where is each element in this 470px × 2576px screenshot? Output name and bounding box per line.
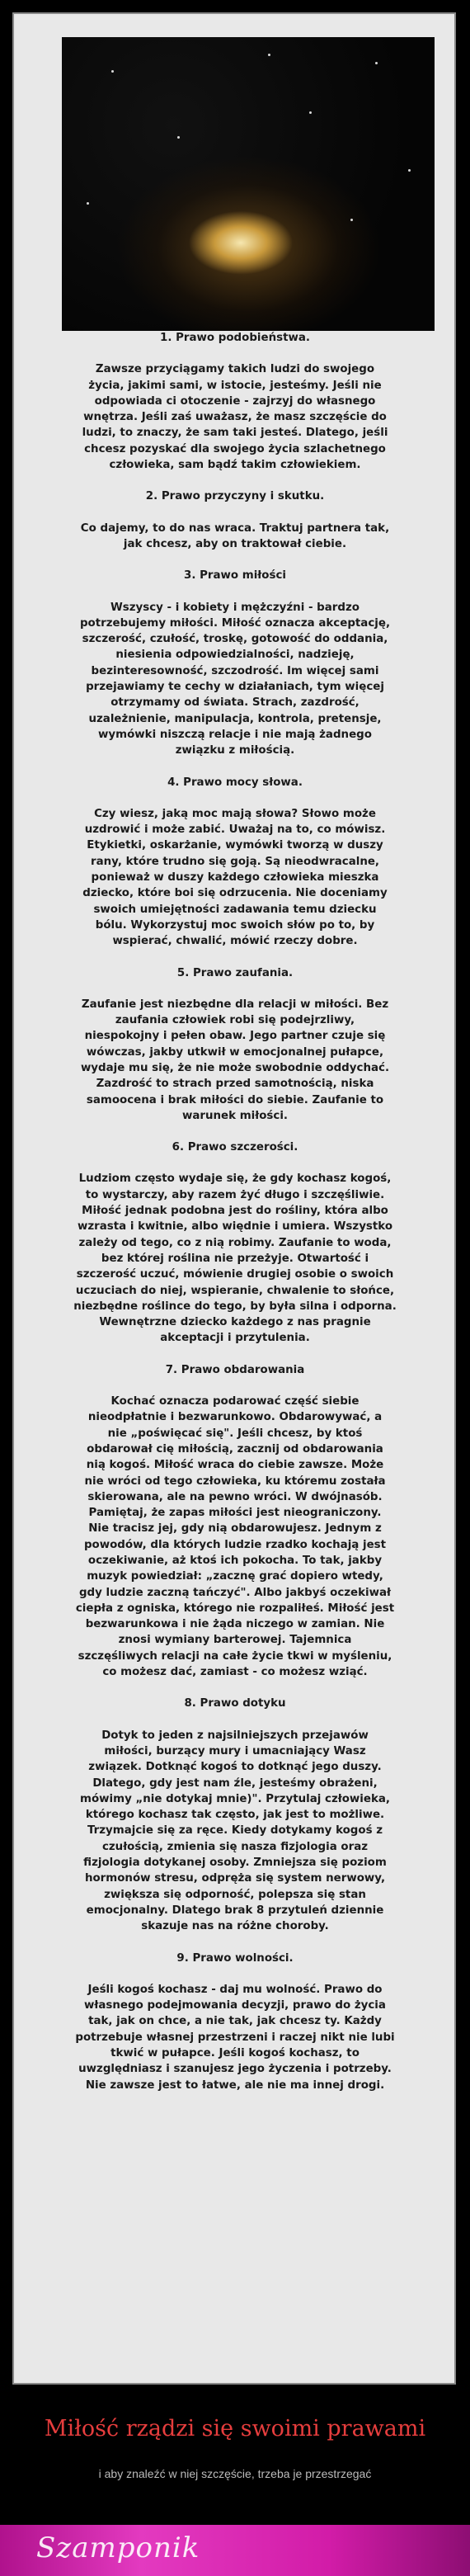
law-text-line: którego kochasz tak często, jak jest to możliwe. <box>85 1809 385 1822</box>
law-section <box>23 965 447 1140</box>
law-text-line: Nie tracisz jej, gdy nią obdarowujesz. Jednym z <box>88 1522 382 1536</box>
law-text-line: uczuciach do niej, wspieranie, chwalenie to słońce, <box>75 1284 395 1297</box>
law-text-line: uzależnienie, manipulacja, kontrola, pretensje, <box>88 712 382 725</box>
law-text-line: nieodpłatnie i bezwarunkowo. Obdarowywać, a <box>87 1411 383 1424</box>
law-text-line: obdarował cię miłością, zacznij od obdarowania <box>87 1442 383 1455</box>
law-text-line: oczekiwanie, aż ktoś ich pokocha. To tak, jakby <box>87 1555 383 1567</box>
law-text-line: Kochać oznacza podarować część siebie <box>110 1395 360 1408</box>
law-text-line: akceptacji i przytulenia. <box>160 1332 310 1345</box>
law-text-line: bez której roślina nie przeżyje. Otwartość i <box>101 1252 369 1265</box>
law-title: 9. Prawo wolności. <box>176 1951 294 1965</box>
law-text-line: Wewnętrzne dziecko każdego z nas pragnie <box>99 1316 371 1329</box>
site-logo[interactable]: Szamponik <box>36 2531 200 2564</box>
law-text-line: przejawiamy te cechy w działaniach, tym więcej <box>86 681 384 694</box>
law-text-line: hormonów stresu, odpręża się system nerwowy, <box>84 1872 386 1885</box>
law-text-line: człowieka, sam bądź takim człowiekiem. <box>109 459 361 472</box>
law-text-line: muzyk powiedział: „zacznę grać dopiero wtedy, <box>87 1570 383 1583</box>
law-text-line: Ludziom często wydaje się, że gdy kochasz kogoś, <box>78 1172 392 1186</box>
laws-text <box>23 330 447 2109</box>
law-title: 3. Prawo miłości <box>184 569 286 583</box>
law-text-line: Zazdrość to strach przed samotnością, niska <box>96 1078 374 1091</box>
law-text-line: uzdrowić i może zabić. Uważaj na to, co mówisz. <box>84 823 386 837</box>
law-title: 4. Prawo mocy słowa. <box>167 776 303 789</box>
law-title: 7. Prawo obdarowania <box>165 1363 305 1376</box>
law-text-line: Czy wiesz, jaką moc mają słowa? Słowo może <box>94 807 376 820</box>
law-text-line: odpowiada ci otoczenie - zajrzyj do własnego <box>94 394 376 408</box>
law-text-line: wzrasta i kwitnie, albo więdnie i umiera. Wszystko <box>77 1220 393 1234</box>
law-text-line: emocjonalny. Dlatego brak 8 przytuleń dziennie <box>86 1904 384 1917</box>
footer-title: Miłość rządzi się swoimi prawami <box>44 2416 426 2442</box>
law-text-line: rany, które trudno się goją. Są nieodwracalne, <box>90 855 380 868</box>
law-text-line: Nie zawsze jest to łatwe, ale nie ma innej drogi. <box>85 2078 385 2092</box>
law-text-line: wymówki niszczą relacje i nie mają żadnego <box>98 728 372 741</box>
law-text-line: otrzymamy od świata. Strach, zazdrość, <box>110 696 360 710</box>
law-text-line: związku z miłością. <box>175 744 295 757</box>
law-text-line: Miłość jednak podobna jest do rośliny, która albo <box>82 1205 388 1218</box>
law-title: 1. Prawo podobieństwa. <box>160 332 310 344</box>
law-text-line: tak, jak on chce, a nie tak, jak chcesz ty. Każdy <box>88 2015 382 2028</box>
law-text-line: skazuje nas na różne choroby. <box>141 1920 329 1933</box>
law-text-line: wspierać, chwalić, mówić rzeczy dobre. <box>112 935 358 948</box>
law-text-line: dziecko, które boi się odrzucenia. Nie doceniamy <box>82 887 388 900</box>
law-text-line: nie wróci od tego człowieka, ku któremu została <box>84 1474 386 1488</box>
law-text-line: szczerość, czułość, troskę, gotowość do oddania, <box>82 633 388 646</box>
law-text-line: Dotyk to jeden z najsilniejszych przejawów <box>101 1729 369 1742</box>
law-title: 2. Prawo przyczyny i skutku. <box>145 490 325 503</box>
law-text-line: Wszyscy - i kobiety i mężczyźni - bardzo <box>110 601 360 614</box>
law-text-line: szczerość uczuć, mówienie drugiej osobie o swoich <box>76 1268 394 1281</box>
law-text-line: Pamiętaj, że zapas miłości jest nieograniczony. <box>88 1507 382 1520</box>
law-section <box>23 1362 447 1696</box>
law-section <box>23 1139 447 1362</box>
law-text-line: bezwarunkowa i nie żąda niczego w zamian. Nie <box>85 1618 385 1631</box>
law-text-line: zależy od tego, co z nią robimy. Zaufanie to woda, <box>78 1236 392 1249</box>
law-text-line: własnego podejmowania decyzji, prawo do życia <box>84 1999 386 2012</box>
law-text-line: mówimy „nie dotykaj mnie)". Przytulaj człowieka, <box>80 1792 390 1805</box>
law-text-line: nią kogoś. Miłość wraca do ciebie zawsze. Może <box>86 1459 384 1472</box>
law-text-line: niespokojny i pełen obaw. Jego partner czuje się <box>84 1030 386 1043</box>
law-section <box>23 1951 447 2109</box>
law-text-line: życia, jakimi sami, w istocie, jesteśmy. Jeśli nie <box>88 379 382 392</box>
law-text-line: co możesz dać, zamiast - co możesz wziąć. <box>102 1666 368 1679</box>
law-text-line: ponieważ w duszy każdego człowieka mieszka <box>91 871 379 885</box>
footer-subtitle: i aby znaleźć w niej szczęście, trzeba je przestrzegać <box>98 2467 372 2480</box>
law-title: 5. Prawo zaufania. <box>176 966 294 979</box>
law-section <box>23 488 447 568</box>
hands-light-photo <box>62 37 435 331</box>
law-text-line: niesienia odpowiedzialności, nadzieję, <box>115 649 355 662</box>
law-text-line: fizjologia dotykanej osoby. Zmniejsza się poziom <box>83 1857 387 1870</box>
law-text-line: wnętrza. Jeśli zaś uważasz, że masz szczęście do <box>83 411 387 424</box>
law-text-line: Dlatego, gdy jest nam źle, jesteśmy obrażeni, <box>92 1776 378 1790</box>
law-text-line: jak chcesz, aby on traktował ciebie. <box>123 537 347 550</box>
law-text-line: swoich umiejętności zadawania temu dziecku <box>93 903 377 916</box>
law-text-line: wówczas, jakby utkwił w emocjonalnej pułapce, <box>86 1045 384 1059</box>
law-text-line: Zaufanie jest niezbędne dla relacji w miłości. Bez <box>81 998 389 1011</box>
law-text-line: związek. Dotknąć kogoś to dotknąć jego duszy. <box>88 1761 382 1774</box>
law-text-line: powodów, dla których ludzie rzadko kochają jest <box>83 1538 387 1551</box>
law-text-line: to wystarczy, aby razem żyć długo i szczęśliwie. <box>85 1188 385 1201</box>
law-title: 6. Prawo szczerości. <box>172 1141 298 1154</box>
law-title: 8. Prawo dotyku <box>184 1697 286 1710</box>
law-section <box>23 330 447 488</box>
law-text-line: zwiększa się odporność, polepsza się stan <box>104 1888 366 1901</box>
law-text-line: czułością, zmienia się nasza fizjologia oraz <box>101 1840 369 1853</box>
law-section <box>23 568 447 774</box>
law-text-line: ciepła z ogniska, którego nie rozpaliłeś. Miłość jest <box>75 1602 395 1615</box>
law-text-line: nie „poświęcać się". Jeśli chcesz, by ktoś <box>107 1427 363 1440</box>
law-text-line: Zawsze przyciągamy takich ludzi do swojego <box>95 363 375 376</box>
law-text-line: gdy ludzie zaczną tańczyć". Albo jakbyś oczekiwał <box>78 1586 392 1599</box>
law-text-line: potrzebuje własnej przestrzeni i raczej nikt nie lubi <box>75 2031 395 2044</box>
law-text-line: skierowana, ale na pewno wróci. W dwójnasób. <box>87 1490 383 1503</box>
law-text-line: wydaje mu się, że nie może swobodnie oddychać. <box>80 1061 390 1074</box>
law-text-line: chcesz pozyskać dla swojego życia szlachetnego <box>84 442 386 455</box>
law-text-line: Etykietki, oskarżanie, wymówki tworzą w duszy <box>87 839 383 852</box>
law-text-line: Jeśli kogoś kochasz - daj mu wolność. Prawo do <box>87 1983 383 1996</box>
law-text-line: ludzi, to znaczy, że sam taki jesteś. Dlatego, jeśli <box>82 427 388 440</box>
law-text-line: znosi wymiany barterowej. Tajemnica <box>118 1634 352 1647</box>
law-text-line: bólu. Wykorzystuj moc swoich słów po to, by <box>95 918 375 932</box>
law-text-line: miłości, burzący mury i umacniający Wasz <box>104 1744 366 1757</box>
law-text-line: uwzględniasz i szanujesz jego życzenia i potrzeby. <box>78 2063 392 2076</box>
law-text-line: Trzymajcie się za ręce. Kiedy dotykamy kogoś z <box>87 1824 383 1838</box>
law-section <box>23 775 447 965</box>
law-text-line: tkwić w pułapce. Jeśli kogoś kochasz, to <box>110 2047 360 2060</box>
law-text-line: zaufania człowiek robi się podejrzliwy, <box>115 1014 355 1027</box>
law-text-line: warunek miłości. <box>181 1109 289 1122</box>
law-text-line: szczęśliwych relacji na całe życie tkwi w myśleniu, <box>78 1649 392 1663</box>
law-text-line: Co dajemy, to do nas wraca. Traktuj partnera tak, <box>80 521 390 535</box>
law-text-line: samoocena i brak miłości do siebie. Zaufanie to <box>86 1093 384 1106</box>
law-section <box>23 1696 447 1950</box>
law-text-line: potrzebujemy miłości. Miłość oznacza akceptację, <box>79 616 391 630</box>
law-text-line: bezinteresowność, szczodrość. Im więcej sami <box>91 664 379 677</box>
law-text-line: niezbędne roślince do tego, by była silna i odporna. <box>73 1300 397 1313</box>
